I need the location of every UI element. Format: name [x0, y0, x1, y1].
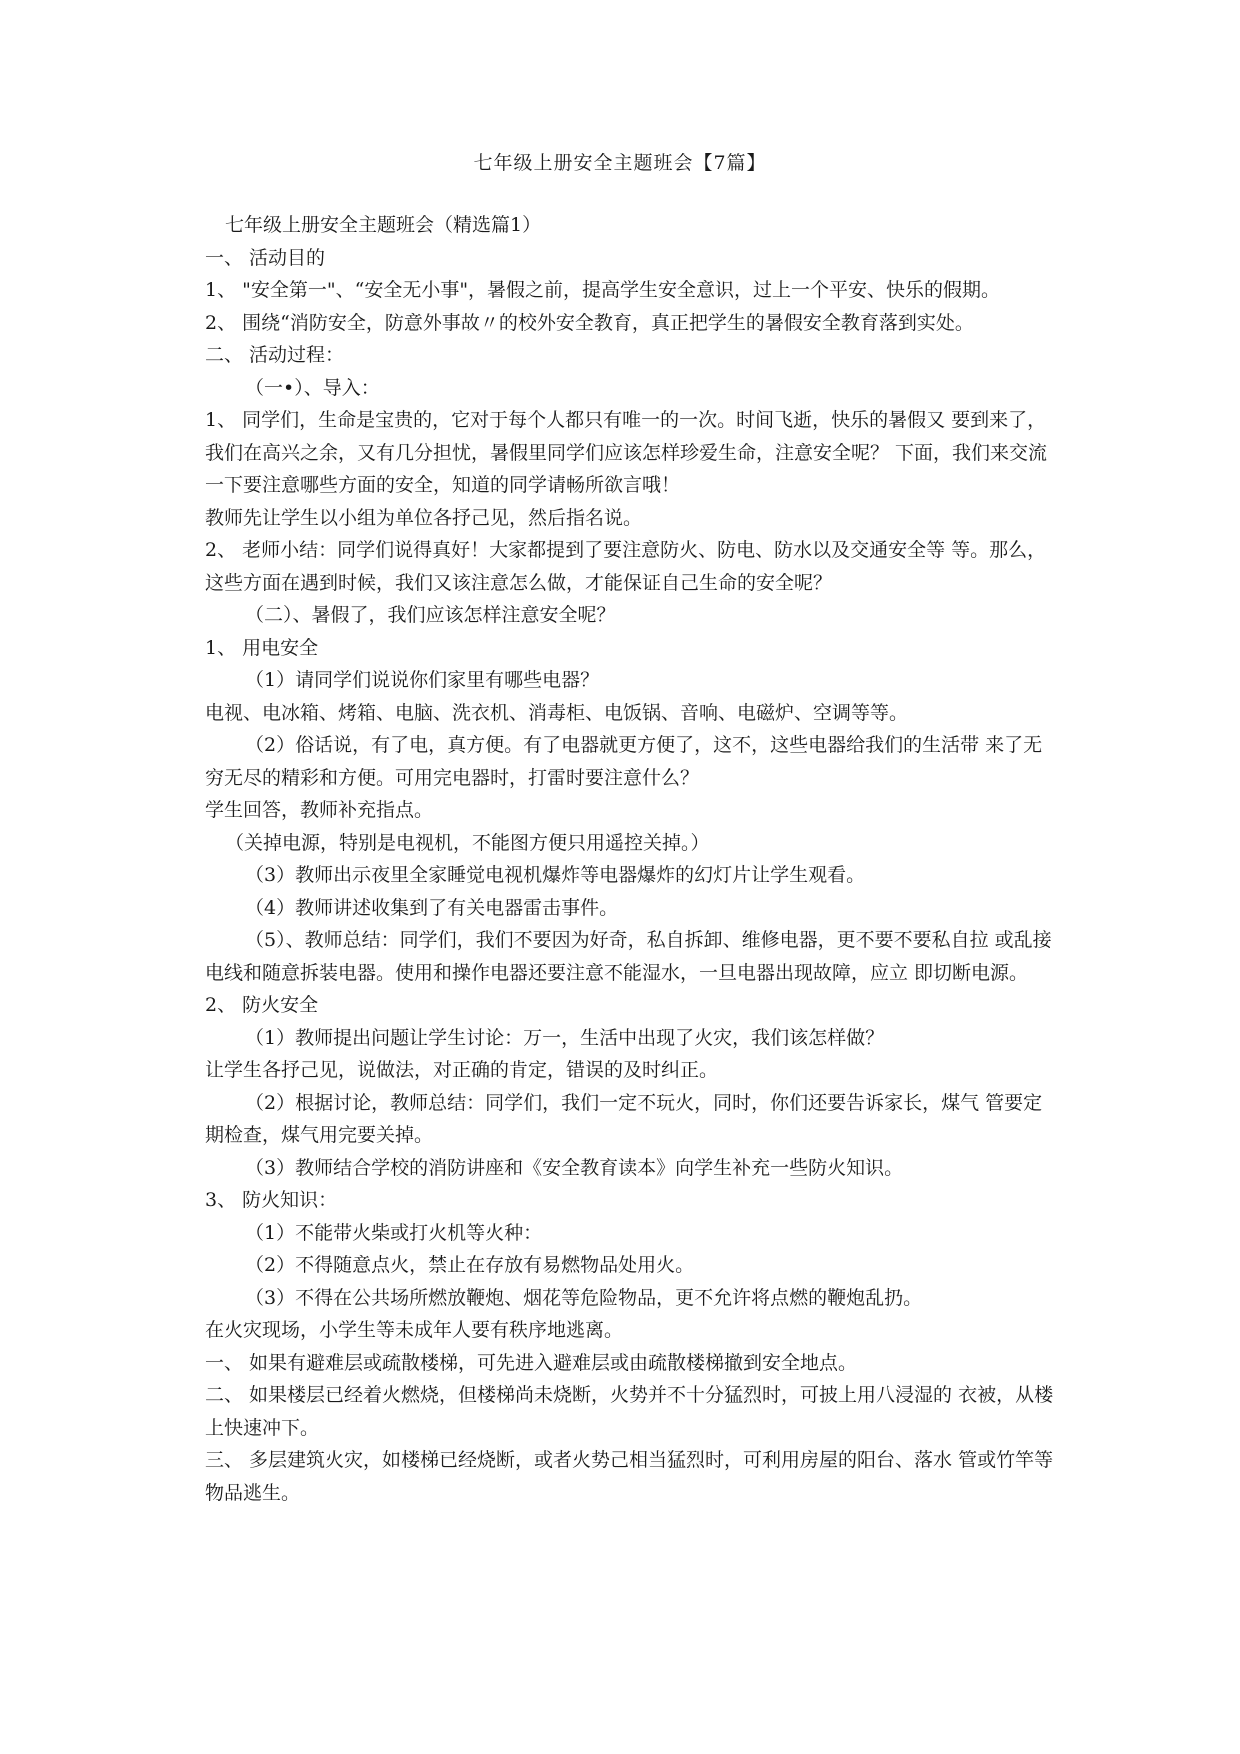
document-title: 七年级上册安全主题班会【7篇】 — [473, 152, 767, 174]
document-body — [205, 209, 1060, 1509]
paragraph: 一、 活动目的 — [205, 246, 326, 269]
paragraph: （3）教师结合学校的消防讲座和《安全教育读本》向学生补充一些防火知识。 — [245, 1156, 904, 1179]
paragraph: 1、 "安全第一"、“安全无小事"，暑假之前，提高学生安全意识，过上一个平安、快乐的假期。 — [205, 279, 1001, 301]
paragraph: 2、 老师小结：同学们说得真好！大家都提到了要注意防火、防电、防水以及交通安全等 等。那么，这些方面在遇到时候，我们又该注意怎么做，才能保证自己生命的安全呢？ — [205, 539, 1047, 594]
paragraph: 2、 围绕“消防安全，防意外事故〃的校外安全教育，真正把学生的暑假安全教育落到实处。 — [205, 311, 974, 334]
paragraph: （二）、暑假了，我们应该怎样注意安全呢？ — [245, 604, 616, 626]
paragraph: （1）教师提出问题让学生讨论：万一，生活中出现了火灾，我们该怎样做？ — [245, 1026, 885, 1049]
paragraph: 2、 防火安全 — [205, 994, 319, 1016]
paragraph: 在火灾现场，小学生等未成年人要有秩序地逃离。 — [205, 1319, 624, 1341]
paragraph: （5）、教师总结：同学们，我们不要因为好奇，私自拆卸、维修电器，更不要不要私自拉 或乱接电线和随意拆装电器。使用和操作电器还要注意不能湿水，一旦电器出现故障，应立 即切断电源。 — [205, 929, 1052, 984]
paragraph: 让学生各抒己见，说做法，对正确的肯定，错误的及时纠正。 — [205, 1059, 719, 1081]
paragraph: 二、 活动过程： — [205, 344, 345, 366]
paragraph: （3）不得在公共场所燃放鞭炮、烟花等危险物品，更不允许将点燃的鞭炮乱扔。 — [245, 1286, 923, 1309]
paragraph: 七年级上册安全主题班会（精选篇1） — [225, 214, 542, 236]
paragraph: （一•）、导入： — [245, 376, 380, 399]
paragraph: （1）不能带火柴或打火机等火种： — [245, 1221, 543, 1244]
paragraph: 1、 用电安全 — [205, 636, 319, 659]
paragraph: （2）不得随意点火，禁止在存放有易燃物品处用火。 — [245, 1254, 695, 1276]
paragraph: 学生回答，教师补充指点。 — [205, 799, 434, 821]
paragraph: 3、 防火知识： — [205, 1189, 338, 1211]
paragraph: （1）请同学们说说你们家里有哪些电器？ — [245, 669, 600, 691]
paragraph: 1、 同学们，生命是宝贵的，它对于每个人都只有唯一的一次。时间飞逝，快乐的暑假又 要到来了，我们在高兴之余，又有几分担忧，暑假里同学们应该怎样珍爱生命，注意安全呢？ 下面，我们来交流一下要注意哪些方面的安全，知道的同学请畅所欲言哦！ — [205, 409, 1048, 496]
paragraph: （3）教师出示夜里全家睡觉电视机爆炸等电器爆炸的幻灯片让学生观看。 — [245, 864, 866, 886]
paragraph: （2）俗话说，有了电，真方便。有了电器就更方便了，这不，这些电器给我们的生活带 来了无穷无尽的精彩和方便。可用完电器时，打雷时要注意什么？ — [205, 734, 1043, 789]
paragraph: （2）根据讨论，教师总结：同学们，我们一定不玩火，同时，你们还要告诉家长，煤气 管要定期检查，煤气用完要关掉。 — [205, 1091, 1043, 1146]
paragraph: 三、 多层建筑火灾，如楼梯已经烧断，或者火势己相当猛烈时，可利用房屋的阳台、落水 管或竹竿等物品逃生。 — [205, 1449, 1054, 1504]
paragraph: （关掉电源，特别是电视机，不能图方便只用遥控关掉。） — [225, 831, 710, 854]
paragraph: 二、 如果楼层已经着火燃烧，但楼梯尚未烧断，火势并不十分猛烈时，可披上用八浸湿的 衣被，从楼上快速冲下。 — [205, 1384, 1054, 1439]
paragraph: 教师先让学生以小组为单位各抒己见，然后指名说。 — [205, 506, 643, 529]
paragraph: （4）教师讲述收集到了有关电器雷击事件。 — [245, 896, 619, 919]
paragraph: 电视、电冰箱、烤箱、电脑、洗衣机、消毒柜、电饭锅、音响、电磁炉、空调等等。 — [205, 701, 909, 724]
paragraph: 一、 如果有避难层或疏散楼梯，可先进入避难层或由疏散楼梯撤到安全地点。 — [205, 1351, 858, 1374]
